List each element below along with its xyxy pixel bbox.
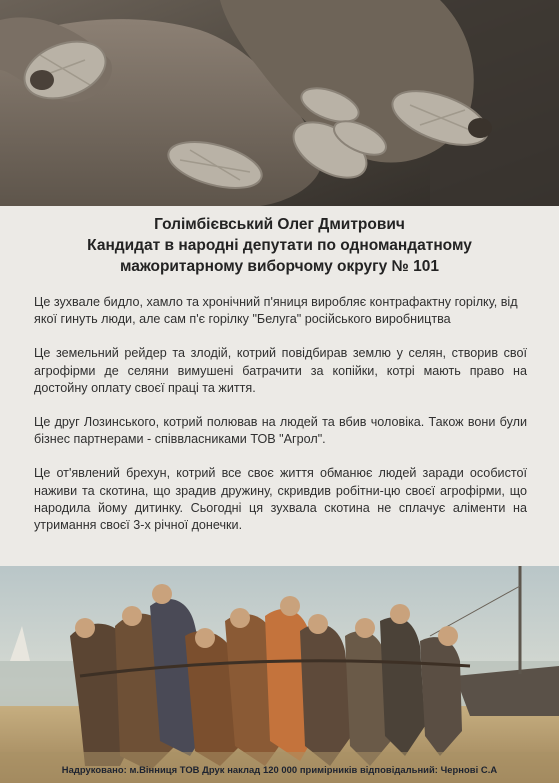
paragraph-1: Це зухвале бидло, хамло та хронічний п'яниця виробляє контрафактну горілку, від якої гинуть люди, але сам п'є горілку "Белуга" російського виробництва — [34, 295, 518, 327]
leaflet-body — [34, 294, 527, 551]
barge-haulers-painting — [0, 566, 559, 783]
candidate-heading — [10, 214, 549, 277]
paragraph-3: Це друг Лозинського, котрий полював на людей та вбив чоловіка. Також вони були бізнес партнерами - співвласниками ТОВ "Агрол". — [34, 415, 527, 447]
candidate-name: Голімбієвський Олег Дмитрович — [154, 216, 405, 233]
print-imprint: Надруковано: м.Вінниця ТОВ Друк наклад 120 000 примірників відповідальний: Чернові С.А — [61, 764, 498, 775]
bandaged-hands-photo — [0, 0, 559, 206]
paragraph-2: Це земельний рейдер та злодій, котрий повідбирав землю у селян, створив свої агрофірми де селяни вимушені батрачити за копійки, котрі мають право на достойну оплату своєї праці та життя. — [34, 346, 527, 395]
candidate-title-line-2: мажоритарному виборчому округу № 101 — [119, 258, 439, 275]
paragraph-4: Це от'явлений брехун, котрий все своє життя обманює людей заради особистої наживи та скотина, що зрадив дружину, скривдив робітни-цю своєї агрофірми, що народила йому дитинку. Сьогодні ця зухвала скотина не сплачує аліменти на утримання своєї 3-х річної донечки. — [34, 466, 527, 533]
candidate-title-line-1: Кандидат в народні депутати по одномандатному — [87, 237, 472, 254]
